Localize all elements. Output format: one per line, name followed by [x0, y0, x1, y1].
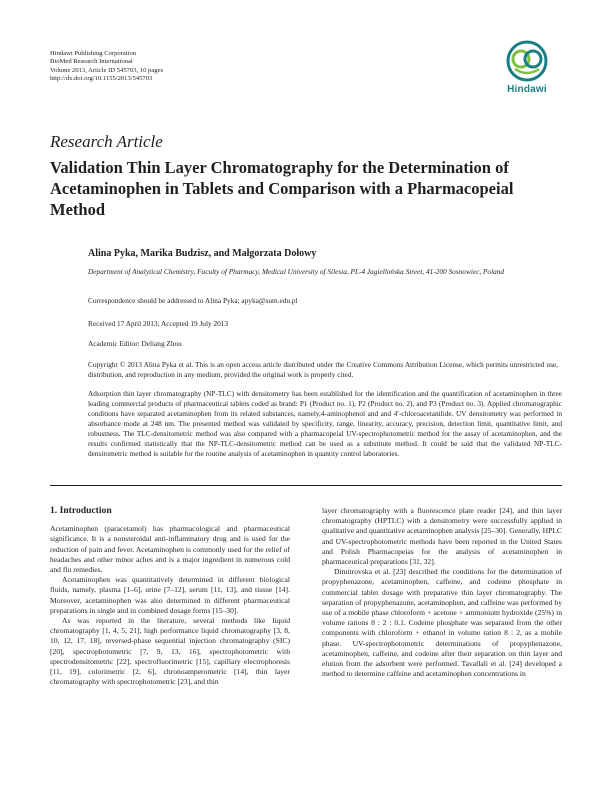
paragraph: layer chromatography with a fluorescence plate reader [24], and thin layer chromatography (HPTLC) with a densitometry were successfully applied in qualitative and quantitative acetaminophen analysis [25–30]. Generally, HPLC and UV-spectrophotometric methods have been reported in the United States and Polish Pharmacopeias for the analysis of acetaminophen in pharmaceutical preparations [31, 32].	[322, 506, 562, 567]
hindawi-logo	[496, 40, 558, 104]
hindawi-logo-icon	[504, 40, 550, 82]
affiliation: Department of Analytical Chemistry, Faculty of Pharmacy, Medical University of Silesia, PL-4 Jagiellońska Street, 41-200 Sosnowiec, Poland	[88, 267, 505, 276]
received-accepted-dates: Received 17 April 2013; Accepted 19 July 2013	[88, 319, 229, 328]
logo-wordmark: Hindawi	[507, 84, 547, 95]
section-heading: 1. Introduction	[50, 505, 112, 516]
author-list: Alina Pyka, Marika Budzisz, and Małgorzata Dołowy	[88, 248, 317, 259]
doi-link[interactable]: http://dx.doi.org/10.1155/2013/545703	[50, 75, 153, 83]
abstract: Adsorption thin layer chromatography (NP-TLC) with densitometry has been established for the identification and the quantification of acetaminophen in three leading commercial products of pharmaceutical tablets coded as brand: P1 (Product no. 1), P2 (Product no. 2), and P3 (Product no. 3). Applied chromatographic conditions have separated acetaminophen from its related substances, namely,4-aminophenol and and 4′-chloroacetanilide. UV densitometry was performed in absorbance mode at 248 nm. The presented method was validated by specificity, range, linearity, accuracy, precision, detection limit, quantitative limit, and robustness. The TLC-densitometric method was also compared with a pharmacopeial UV-spectrophotometric method for the assay of acetaminophen, and the results confirmed statistically that the NP-TLC-densitometric method can be used as a substitute method. It could be said that the validated NP-TLC-densitometric method is suitable for the routine analysis of acetaminophen in quantity control laboratories.	[88, 389, 562, 458]
correspondence: Correspondence should be addressed to Alina Pyka; apyka@sum.edu.pl	[88, 296, 298, 305]
publication-info	[50, 50, 163, 84]
paragraph: Acetaminophen was quantitatively determined in different biological fluids, namely, plasma [1–6], urine [7–12], serum [11, 13], and tissue [14]. Moreover, acetaminophen was also determined in different pharmaceutical preparations in single and in combined dosage forms [15–30].	[50, 575, 290, 615]
paragraph: As was reported in the literature, several methods like liquid chromatography [1, 4, 5, 21], high performance liquid chromatography [3, 8, 10, 12, 17, 18], reversed-phase sequential injection chromatography (SIC) [20], spectrophotometric [7, 9, 13, 16], spectrophotometric with spectrodensitometric [22], spectrofluorimetric [15], capillary electrophoresis [11, 19], colorimetric [2, 6], chronoamperometric [14], thin layer chromatography with spectrophotometric [23], and thin	[50, 616, 290, 687]
body-column-left	[50, 506, 290, 687]
article-title: Validation Thin Layer Chromatography for the Determination of Acetaminophen in Tablets and Comparison with a Pharmacopeial Method	[50, 158, 514, 219]
academic-editor: Academic Editor: Deliang Zhou	[88, 339, 182, 348]
publisher-name: Hindawi Publishing Corporation	[50, 50, 137, 57]
section-divider	[50, 485, 562, 486]
copyright-notice: Copyright © 2013 Alina Pyka et al. This is an open access article distributed under the Creative Commons Attribution License, which permits unrestricted use, distribution, and reproduction in any medium, provided the original work is properly cited.	[88, 360, 558, 379]
paragraph: Dimitrovska et al. [23] described the conditions for the determination of propyphenazone, acetaminophen, caffeine, and codeine phosphate in commercial tablet dosage with preparative thin layer chromatography. The separation of propyphenazone, acetaminophen, and caffeine was performed by use of a mobile phase chloroform + acetone + ammonium hydroxide (25%) in volume rations 8 : 2 : 0.1. Codeine phosphate was separated from the other components with chloroform + ethanol in volume ration 8 : 2, as a mobile phase. UV-spectrophotometric determinations of propyphenazone, acetaminophen, caffeine, and codeine after their separation on thin layer and elution from the adsorbent were performed. Tavallali et al. [24] developed a method to determine caffeine and acetaminophen concentrations in	[322, 567, 562, 679]
article-type: Research Article	[50, 132, 163, 151]
journal-name: BioMed Research International	[50, 58, 133, 66]
paragraph: Acetaminophen (paracetamol) has pharmacological and pharmaceutical significance. It is a nonsteroidal anti-inflammatory drug and is used for the reduction of pain and fever. Acetaminophen is commonly used for the relief of headaches and other minor aches and is a major ingredient in numerous cold and flu remedies.	[50, 524, 290, 575]
body-column-right	[322, 506, 562, 679]
volume-info: Volume 2013, Article ID 545703, 10 pages	[50, 66, 164, 74]
